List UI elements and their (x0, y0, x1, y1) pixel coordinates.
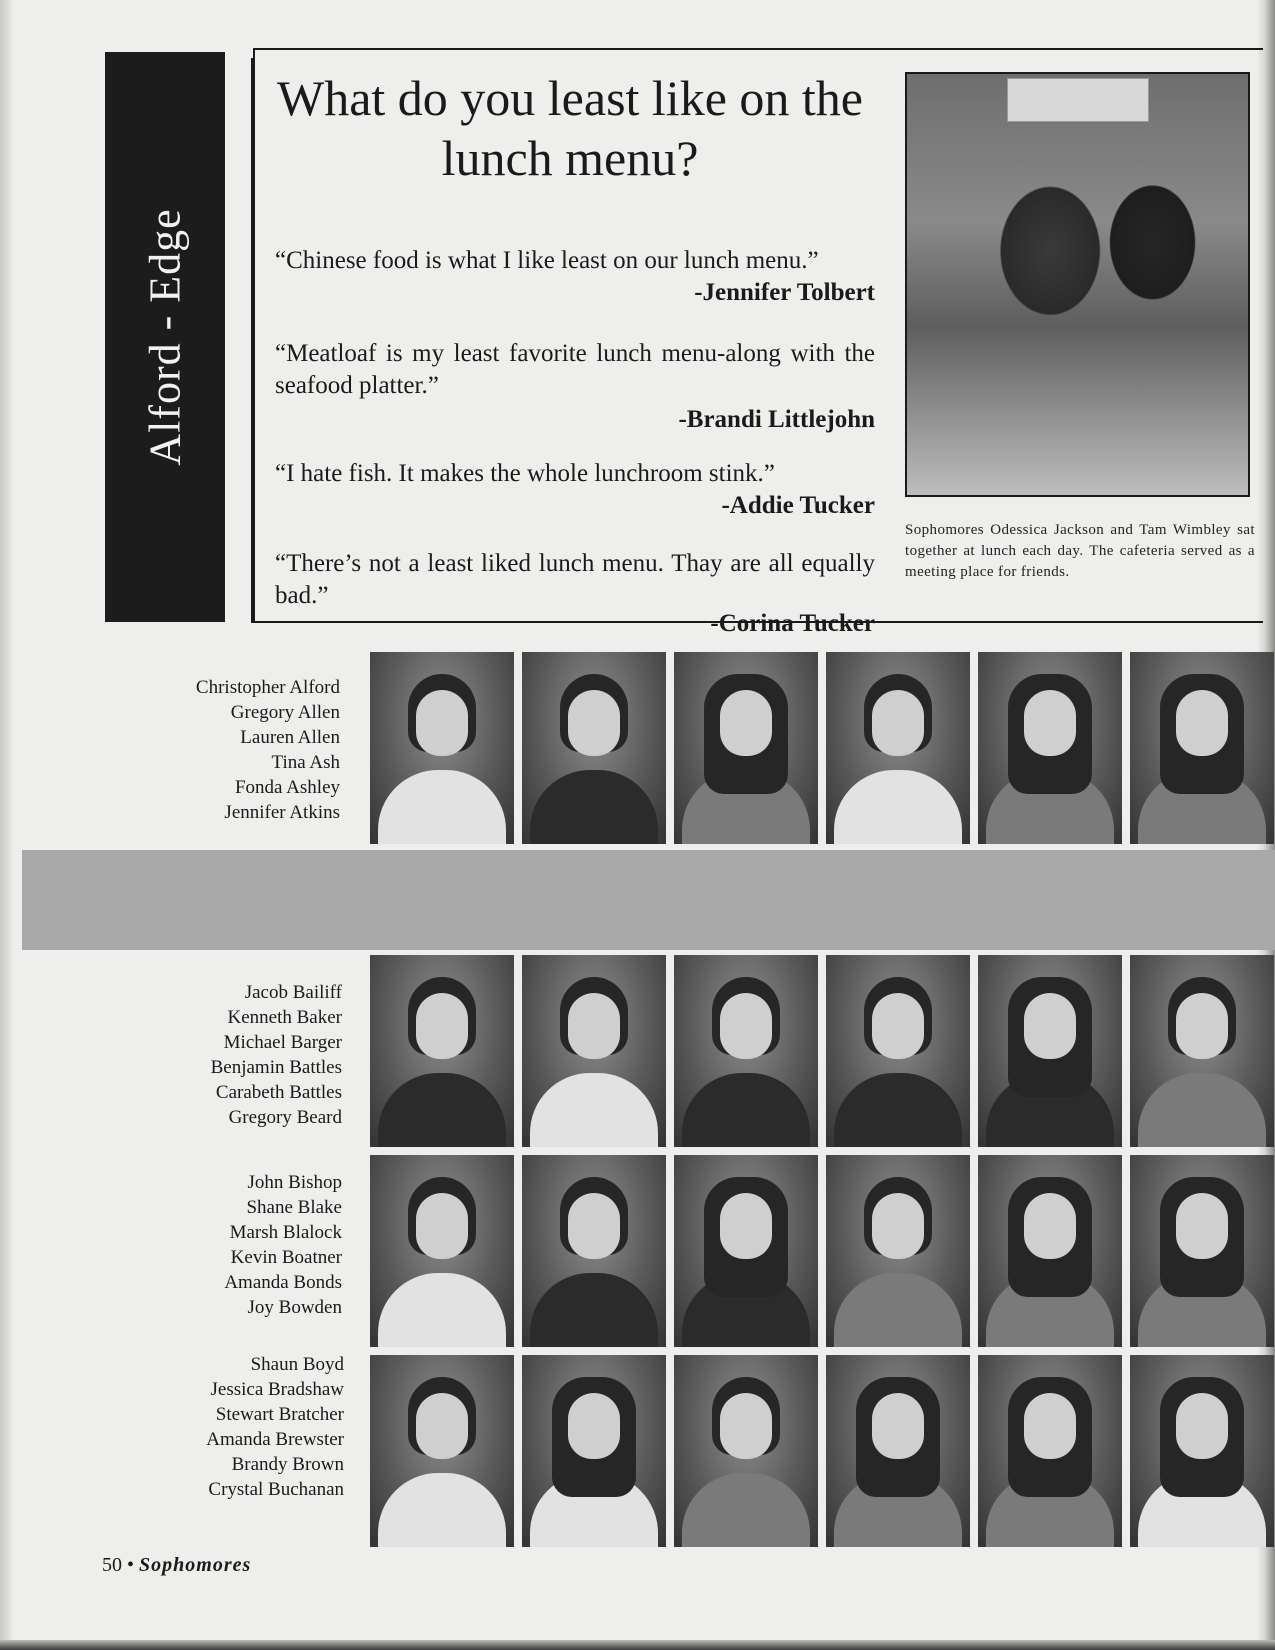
portrait-photo (978, 955, 1122, 1147)
student-name: Brandy Brown (231, 1454, 344, 1475)
page-number: 50 (102, 1554, 122, 1576)
student-name: Marsh Blalock (229, 1222, 342, 1243)
portrait-photo (978, 1355, 1122, 1547)
section-tab-label: Alford - Edge (140, 208, 190, 466)
portrait-row (370, 1355, 1275, 1547)
portrait-row (370, 652, 1275, 844)
name-list (114, 1352, 344, 1502)
student-name: Christopher Alford (195, 677, 340, 698)
student-name: Stewart Bratcher (215, 1404, 344, 1425)
student-name: Amanda Bonds (224, 1272, 342, 1293)
portrait-photo (826, 1355, 970, 1547)
portrait-photo (674, 1155, 818, 1347)
quote-author: -Jennifer Tolbert (694, 279, 875, 306)
photo-caption: Sophomores Odessica Jackson and Tam Wimbley sat together at lunch each day. The cafeteria served as a meeting place for friends. (905, 522, 1255, 580)
quote-text: “Meatloaf is my least favorite lunch menu-along with the seafood platter.” (275, 340, 875, 399)
name-list (112, 1170, 342, 1320)
student-name: Carabeth Battles (215, 1082, 342, 1103)
student-name: Kenneth Baker (227, 1007, 342, 1028)
question-title: What do you least like on the lunch menu? (277, 70, 863, 186)
student-name: Shaun Boyd (250, 1354, 344, 1375)
student-name: Jennifer Atkins (224, 802, 340, 823)
gray-divider-band (22, 850, 1275, 950)
student-name: Lauren Allen (240, 727, 340, 748)
portrait-photo (826, 1155, 970, 1347)
student-name: Jacob Bailiff (244, 982, 342, 1003)
cafeteria-sign (1007, 78, 1149, 122)
quote-author: -Brandi Littlejohn (678, 406, 875, 433)
portrait-photo (826, 955, 970, 1147)
quote-author: -Corina Tucker (710, 610, 875, 637)
page-binding-shadow (0, 0, 14, 1650)
student-name: John Bishop (247, 1172, 342, 1193)
student-name: Gregory Beard (228, 1107, 342, 1128)
quote-1 (275, 245, 875, 309)
student-name: Tina Ash (271, 752, 340, 773)
page-footer (102, 1554, 251, 1577)
portrait-photo (1130, 955, 1274, 1147)
student-name: Benjamin Battles (210, 1057, 342, 1078)
section-name: Sophomores (139, 1554, 252, 1576)
portrait-photo (522, 1155, 666, 1347)
student-name: Jessica Bradshaw (210, 1379, 344, 1400)
portrait-photo (370, 1355, 514, 1547)
portrait-photo (370, 1155, 514, 1347)
portrait-row (370, 955, 1275, 1147)
student-name: Kevin Boatner (230, 1247, 342, 1268)
portrait-photo (522, 652, 666, 844)
portrait-photo (1130, 652, 1274, 844)
page-bottom-edge (0, 1640, 1275, 1650)
portrait-photo (826, 652, 970, 844)
quote-2 (275, 338, 875, 436)
name-list (112, 980, 342, 1130)
quote-text: “I hate fish. It makes the whole lunchroom stink.” (275, 460, 775, 487)
portrait-photo (370, 955, 514, 1147)
portrait-photo (978, 652, 1122, 844)
portrait-photo (674, 1355, 818, 1547)
student-name: Crystal Buchanan (208, 1479, 344, 1500)
feature-photo (905, 72, 1250, 497)
quote-3 (275, 458, 875, 522)
portrait-row (370, 1155, 1275, 1347)
footer-separator: • (127, 1554, 135, 1576)
student-name: Joy Bowden (247, 1297, 342, 1318)
student-name: Fonda Ashley (234, 777, 340, 798)
quote-text: “There’s not a least liked lunch menu. Thay are all equally bad.” (275, 550, 875, 609)
question-box (253, 48, 1263, 637)
portrait-photo (674, 955, 818, 1147)
portrait-photo (674, 652, 818, 844)
student-name: Amanda Brewster (206, 1429, 344, 1450)
quote-4 (275, 548, 875, 640)
portrait-photo (1130, 1355, 1274, 1547)
student-name: Michael Barger (223, 1032, 342, 1053)
student-name: Gregory Allen (230, 702, 340, 723)
name-list (110, 675, 340, 825)
student-name: Shane Blake (246, 1197, 342, 1218)
portrait-photo (370, 652, 514, 844)
quote-author: -Addie Tucker (721, 492, 875, 519)
section-tab (105, 52, 225, 622)
quote-text: “Chinese food is what I like least on our lunch menu.” (275, 247, 819, 274)
portrait-photo (522, 955, 666, 1147)
portrait-photo (522, 1355, 666, 1547)
portrait-photo (978, 1155, 1122, 1347)
portrait-photo (1130, 1155, 1274, 1347)
